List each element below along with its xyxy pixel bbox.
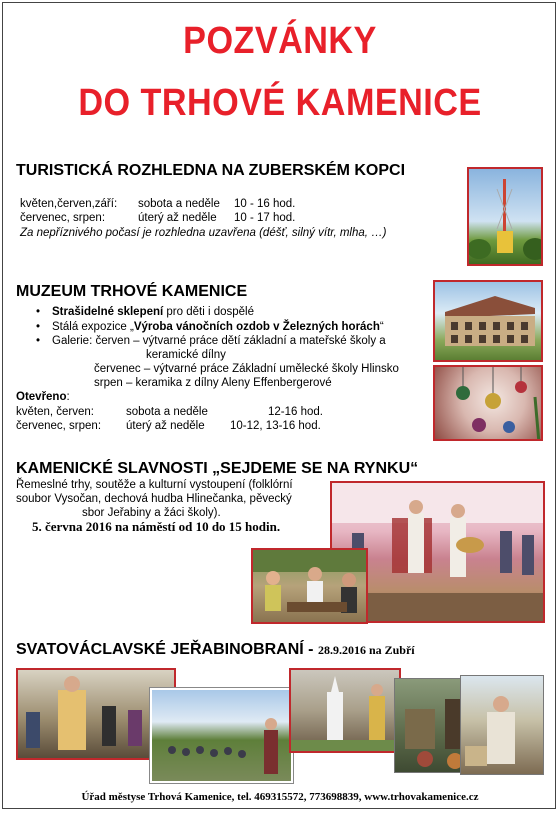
christmas-ornaments-photo xyxy=(433,365,543,441)
festival-photo-5 xyxy=(460,675,544,775)
title-line-2: DO TRHOVÉ KAMENICE xyxy=(78,82,482,124)
festival-photo-3 xyxy=(289,668,401,753)
muzeum-bullet-2-post: “ xyxy=(379,321,384,333)
slavnosti-line-2: soubor Vysočan, dechová hudba Hlinečanka, pěvecký xyxy=(16,493,292,505)
muzeum-hours-2: 10-12, 13-16 hod. xyxy=(230,420,321,432)
festival-field-icon xyxy=(152,690,293,783)
lookout-tower-photo xyxy=(467,167,543,266)
muzeum-bullet-2-pre: Stálá expozice „ xyxy=(52,321,134,333)
ornaments-icon xyxy=(435,367,543,441)
jerabinobrani-heading: SVATOVÁCLAVSKÉ JEŘABINOBRANÍ - 28.9.2016 na Zubří xyxy=(16,641,415,658)
muzeum-bullet-2 xyxy=(52,320,384,334)
muzeum-bullet-1-rest: pro děti i dospělé xyxy=(163,306,255,318)
muzeum-days-1: sobota a neděle xyxy=(126,406,208,418)
festival-costume-icon xyxy=(291,670,401,753)
muzeum-hours-1: 12-16 hod. xyxy=(268,406,323,418)
slavnosti-line-3: sbor Jeřabiny a žáci školy). xyxy=(82,507,221,519)
festival-woman-icon xyxy=(461,676,544,775)
rozhledna-months-2: červenec, srpen: xyxy=(20,212,106,224)
rozhledna-months-1: květen,červen,září: xyxy=(20,198,118,210)
craft-market-photo xyxy=(251,548,368,624)
title-line-1: POZVÁNKY xyxy=(183,20,377,62)
muzeum-bullet-3-line-3: červenec – výtvarné práce Základní umělecké školy Hlinsko xyxy=(94,363,399,375)
muzeum-months-2: červenec, srpen: xyxy=(16,420,102,432)
rozhledna-days-2: úterý až neděle xyxy=(138,212,217,224)
muzeum-bullet-1 xyxy=(52,305,254,319)
slavnosti-date: 5. června 2016 na náměstí od 10 do 15 hodin. xyxy=(32,519,281,534)
rozhledna-hours-1: 10 - 16 hod. xyxy=(234,198,296,210)
rozhledna-heading: TURISTICKÁ ROZHLEDNA NA ZUBERSKÉM KOPCI xyxy=(16,162,406,179)
festival-photo-2 xyxy=(150,688,293,783)
muzeum-bullet-3-line-1: • Galerie: červen – výtvarné práce dětí základní a mateřské školy a xyxy=(52,334,386,348)
lookout-tower-icon xyxy=(469,169,543,266)
muzeum-open-label: Otevřeno: xyxy=(16,391,70,403)
footer-contact: Úřad městyse Trhová Kamenice, tel. 469315572, 773698839, www.trhovakamenice.cz xyxy=(81,791,479,803)
slavnosti-heading: KAMENICKÉ SLAVNOSTI „SEJDEME SE NA RYNKU“ xyxy=(16,460,419,477)
rozhledna-note: Za nepříznivého počasí je rozhledna uzavřena (déšť, silný vítr, mlha, …) xyxy=(20,227,387,239)
slavnosti-line-1: Řemeslné trhy, soutěže a kulturní vystoupení (folklórní xyxy=(16,479,293,491)
muzeum-bullet-3-line-4: srpen – keramika z dílny Aleny Effenbergerové xyxy=(94,377,332,389)
rozhledna-days-1: sobota a neděle xyxy=(138,198,220,210)
muzeum-bullet-2-bold: Výroba vánočních ozdob v Železných horách xyxy=(133,321,380,333)
museum-building-icon xyxy=(435,282,543,362)
jerabinobrani-date: 28.9.2016 na Zubří xyxy=(317,643,415,657)
rozhledna-hours-2: 10 - 17 hod. xyxy=(234,212,296,224)
muzeum-days-2: úterý až neděle xyxy=(126,420,205,432)
muzeum-months-1: květen, červen: xyxy=(16,406,94,418)
museum-building-photo xyxy=(433,280,543,362)
craft-market-icon xyxy=(253,550,368,624)
muzeum-bullet-3-line-2: keramické dílny xyxy=(146,349,226,361)
muzeum-bullet-1-bold: Strašidelné sklepení xyxy=(52,306,164,318)
muzeum-heading: MUZEUM TRHOVÉ KAMENICE xyxy=(16,283,248,300)
